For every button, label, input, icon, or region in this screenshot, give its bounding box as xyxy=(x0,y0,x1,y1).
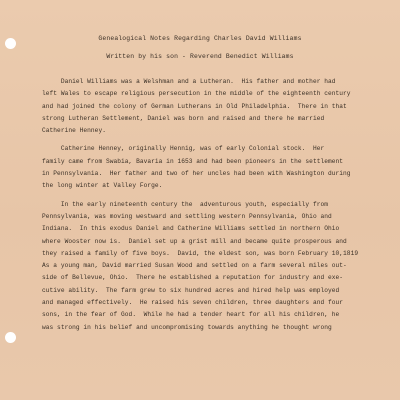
text-line: cutive ability. The farm grew to six hundred acres and hired help was employed xyxy=(42,286,340,294)
text-line: left Wales to escape religious persecution in the middle of the eighteenth century xyxy=(42,90,351,98)
text-line: sons, in the fear of God. While he had a tender heart for all his children, he xyxy=(42,311,340,319)
text-line: side of Bellevue, Ohio. There he established a reputation for industry and exe- xyxy=(42,274,344,282)
punch-hole-bottom xyxy=(5,332,16,343)
document-body xyxy=(42,76,376,334)
text-line: Catherine Henney. xyxy=(42,127,106,135)
text-line: and managed effectively. He raised his seven children, three daughters and four xyxy=(42,299,344,307)
text-line: where Wooster now is. Daniel set up a grist mill and became quite prosperous and xyxy=(42,237,347,245)
paragraph xyxy=(42,199,376,334)
text-line: Daniel Williams was a Welshman and a Lutheran. His father and mother had xyxy=(42,78,336,85)
text-line: they raised a family of five boys. David, the eldest son, was born February 10,1819 xyxy=(42,249,359,257)
text-line: the long winter at Valley Forge. xyxy=(42,182,163,190)
text-line: Indiana. In this exodus Daniel and Catherine Williams settled in northern Ohio xyxy=(42,225,340,233)
text-line: family came from Swabia, Bavaria in 1653 and had been pioneers in the settlement xyxy=(42,157,344,165)
text-line: strong Lutheran Settlement, Daniel was born and raised and there he married xyxy=(42,114,325,122)
text-line: was strong in his belief and uncompromising towards anything he thought wrong xyxy=(42,323,332,331)
document-title: Genealogical Notes Regarding Charles David Williams xyxy=(98,35,302,42)
text-line: Pennsylvania, was moving westward and settling western Pennsylvania, Ohio and xyxy=(42,212,332,220)
text-line: in Pennsylvania. Her father and two of her uncles had been with Washington during xyxy=(42,170,351,178)
paragraph xyxy=(42,143,376,192)
document-byline: Written by his son - Reverend Benedict Williams xyxy=(106,53,294,60)
text-line: and had joined the colony of German Lutherans in Old Philadelphia. There in that xyxy=(42,102,347,110)
text-line: In the early nineteenth century the adventurous youth, especially from xyxy=(42,200,328,208)
paragraph xyxy=(42,76,376,137)
text-line: As a young man, David married Susan Wood and settled on a farm several miles out- xyxy=(42,262,347,270)
text-line: Catherine Henney, originally Hennig, was of early Colonial stock. Her xyxy=(42,145,325,153)
